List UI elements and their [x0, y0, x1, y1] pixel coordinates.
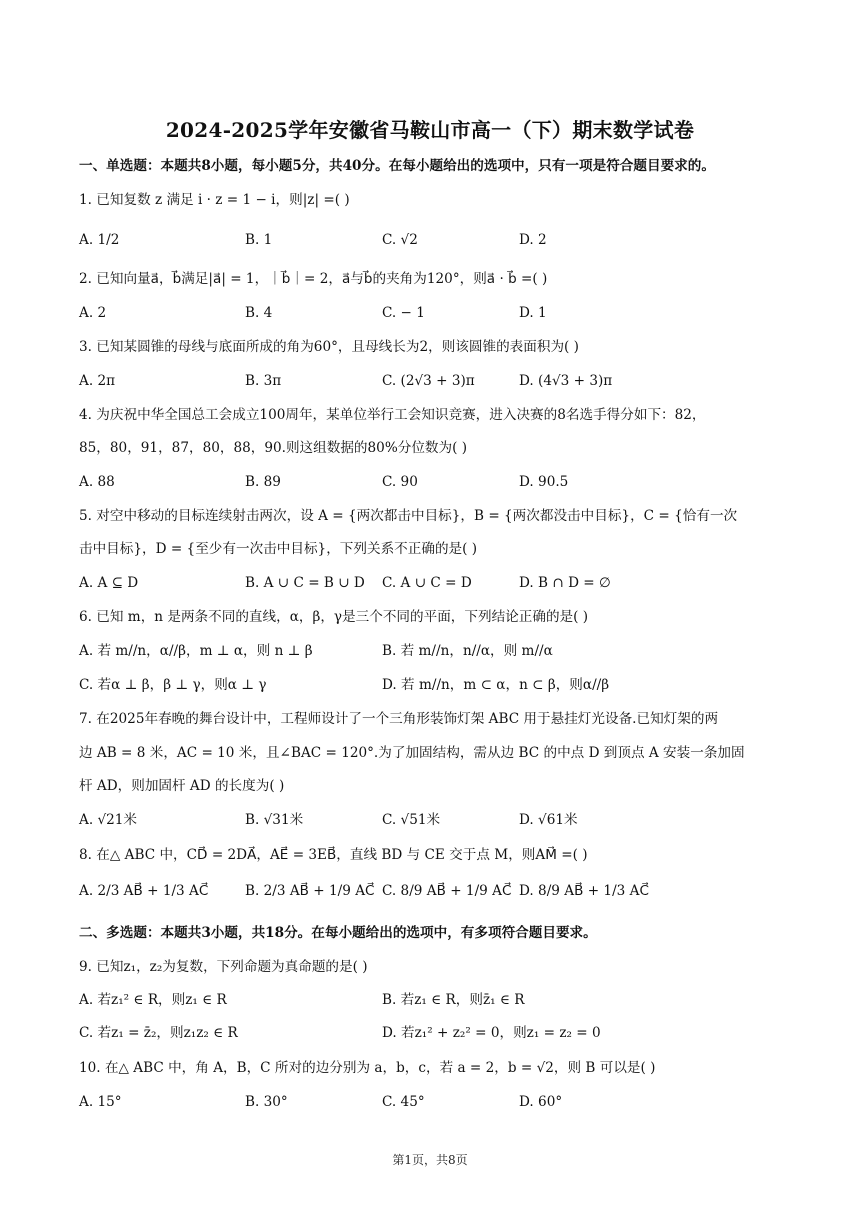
option-b: B. 3π — [245, 373, 282, 389]
question-7-stem-line-2: 边 AB = 8 米，AC = 10 米，且∠BAC = 120°.为了加固结构，需从边 BC 的中点 D 到顶点 A 安装一条加固 — [79, 745, 745, 761]
option-c: C. 45° — [382, 1094, 425, 1110]
question-10-stem: 10. 在△ ABC 中，角 A，B，C 所对的边分别为 a，b，c，若 a = 2，b = √2，则 B 可以是( ) — [79, 1060, 656, 1076]
option-c: C. √2 — [382, 232, 418, 248]
option-c: C. 90 — [382, 474, 418, 490]
option-c: C. − 1 — [382, 305, 425, 321]
question-1-stem: 1. 已知复数 z 满足 i · z = 1 − i，则|z| =( ) — [79, 192, 350, 208]
option-c: C. √51米 — [382, 812, 441, 828]
option-a: A. 2 — [79, 305, 107, 321]
option-c: C. 若z₁ = z̄₂，则z₁z₂ ∈ R — [79, 1025, 238, 1041]
question-5-stem-line-2: 击中目标}，D = {至少有一次击中目标}，下列关系不正确的是( ) — [79, 541, 478, 557]
question-9-stem: 9. 已知z₁，z₂为复数，下列命题为真命题的是( ) — [79, 959, 368, 975]
option-a: A. √21米 — [79, 812, 138, 828]
question-1-options — [79, 230, 799, 250]
question-9-options-row-1 — [79, 990, 799, 1010]
question-5-options — [79, 573, 799, 593]
option-d: D. 若z₁² + z₂² = 0，则z₁ = z₂ = 0 — [382, 1025, 601, 1041]
question-5-stem-line-1: 5. 对空中移动的目标连续射击两次，设 A = {两次都击中目标}，B = {两次都没击中目标}，C = {恰有一次 — [79, 508, 738, 524]
option-d: D. 若 m//n，m ⊂ α，n ⊂ β，则α//β — [382, 677, 610, 693]
option-b: B. 若z₁ ∈ R，则z̄₁ ∈ R — [382, 992, 525, 1008]
option-b: B. 30° — [245, 1094, 288, 1110]
question-4-stem-line-2: 85，80，91，87，80，88，90.则这组数据的80%分位数为( ) — [79, 440, 468, 456]
option-d: D. 60° — [519, 1094, 563, 1110]
option-b: B. 89 — [245, 474, 281, 490]
option-a: A. 若 m//n，α//β，m ⊥ α，则 n ⊥ β — [79, 643, 313, 659]
option-d: D. 8/9 AB⃗ + 1/3 AC⃗ — [519, 883, 649, 899]
option-a: A. 2π — [79, 373, 116, 389]
option-b: B. 若 m//n，n//α，则 m//α — [382, 643, 553, 659]
question-10-options — [79, 1092, 799, 1112]
option-c: C. 8/9 AB⃗ + 1/9 AC⃗ — [382, 883, 512, 899]
option-a: A. 若z₁² ∈ R，则z₁ ∈ R — [79, 992, 227, 1008]
question-6-options-row-1 — [79, 641, 799, 661]
option-b: B. 2/3 AB⃗ + 1/9 AC⃗ — [245, 883, 375, 899]
option-d: D. 1 — [519, 305, 547, 321]
option-d: D. B ∩ D = ∅ — [519, 575, 611, 591]
option-a: A. 2/3 AB⃗ + 1/3 AC⃗ — [79, 883, 209, 899]
option-c: C. 若α ⊥ β，β ⊥ γ，则α ⊥ γ — [79, 677, 267, 693]
question-3-stem: 3. 已知某圆锥的母线与底面所成的角为60°，且母线长为2，则该圆锥的表面积为( ) — [79, 339, 579, 355]
option-d: D. (4√3 + 3)π — [519, 373, 613, 389]
question-9-options-row-2 — [79, 1023, 799, 1043]
option-b: B. √31米 — [245, 812, 304, 828]
question-6-options-row-2 — [79, 675, 799, 695]
option-b: B. A ∪ C = B ∪ D — [245, 575, 365, 591]
question-3-options — [79, 371, 799, 391]
question-7-stem-line-1: 7. 在2025年春晚的舞台设计中，工程师设计了一个三角形装饰灯架 ABC 用于悬挂灯光设备.已知灯架的两 — [79, 711, 719, 727]
option-d: D. 2 — [519, 232, 547, 248]
question-7-options — [79, 810, 799, 830]
question-7-stem-line-3: 杆 AD，则加固杆 AD 的长度为( ) — [79, 778, 285, 794]
question-4-stem-line-1: 4. 为庆祝中华全国总工会成立100周年，某单位举行工会知识竞赛，进入决赛的8名选手得分如下：82， — [79, 407, 706, 423]
section-multiple-choice-heading: 二、多选题：本题共3小题，共18分。在每小题给出的选项中，有多项符合题目要求。 — [79, 925, 597, 941]
option-d: D. 90.5 — [519, 474, 569, 490]
question-8-options — [79, 881, 799, 901]
question-4-options — [79, 472, 799, 492]
option-c: C. A ∪ C = D — [382, 575, 472, 591]
option-c: C. (2√3 + 3)π — [382, 373, 475, 389]
option-a: A. 88 — [79, 474, 115, 490]
option-b: B. 1 — [245, 232, 273, 248]
option-a: A. A ⊆ D — [79, 575, 139, 591]
question-6-stem: 6. 已知 m，n 是两条不同的直线，α，β，γ是三个不同的平面，下列结论正确的是( ) — [79, 609, 589, 625]
section-single-choice-heading: 一、单选题：本题共8小题，每小题5分，共40分。在每小题给出的选项中，只有一项是符合题目要求的。 — [79, 158, 715, 174]
option-a: A. 15° — [79, 1094, 122, 1110]
option-d: D. √61米 — [519, 812, 578, 828]
option-b: B. 4 — [245, 305, 273, 321]
page-footer: 第1页，共8页 — [392, 1153, 468, 1167]
question-2-options — [79, 303, 799, 323]
question-8-stem: 8. 在△ ABC 中，CD⃗ = 2DA⃗，AE⃗ = 3EB⃗，直线 BD 与 CE 交于点 M，则AM⃗ =( ) — [79, 847, 588, 863]
option-a: A. 1/2 — [79, 232, 120, 248]
question-2-stem: 2. 已知向量a⃗，b⃗满足|a⃗| = 1，｜b⃗｜= 2，a⃗与b⃗的夹角为120°，则a⃗ · b⃗ =( ) — [79, 271, 548, 287]
page-title: 2024-2025学年安徽省马鞍山市高一（下）期末数学试卷 — [165, 118, 695, 142]
